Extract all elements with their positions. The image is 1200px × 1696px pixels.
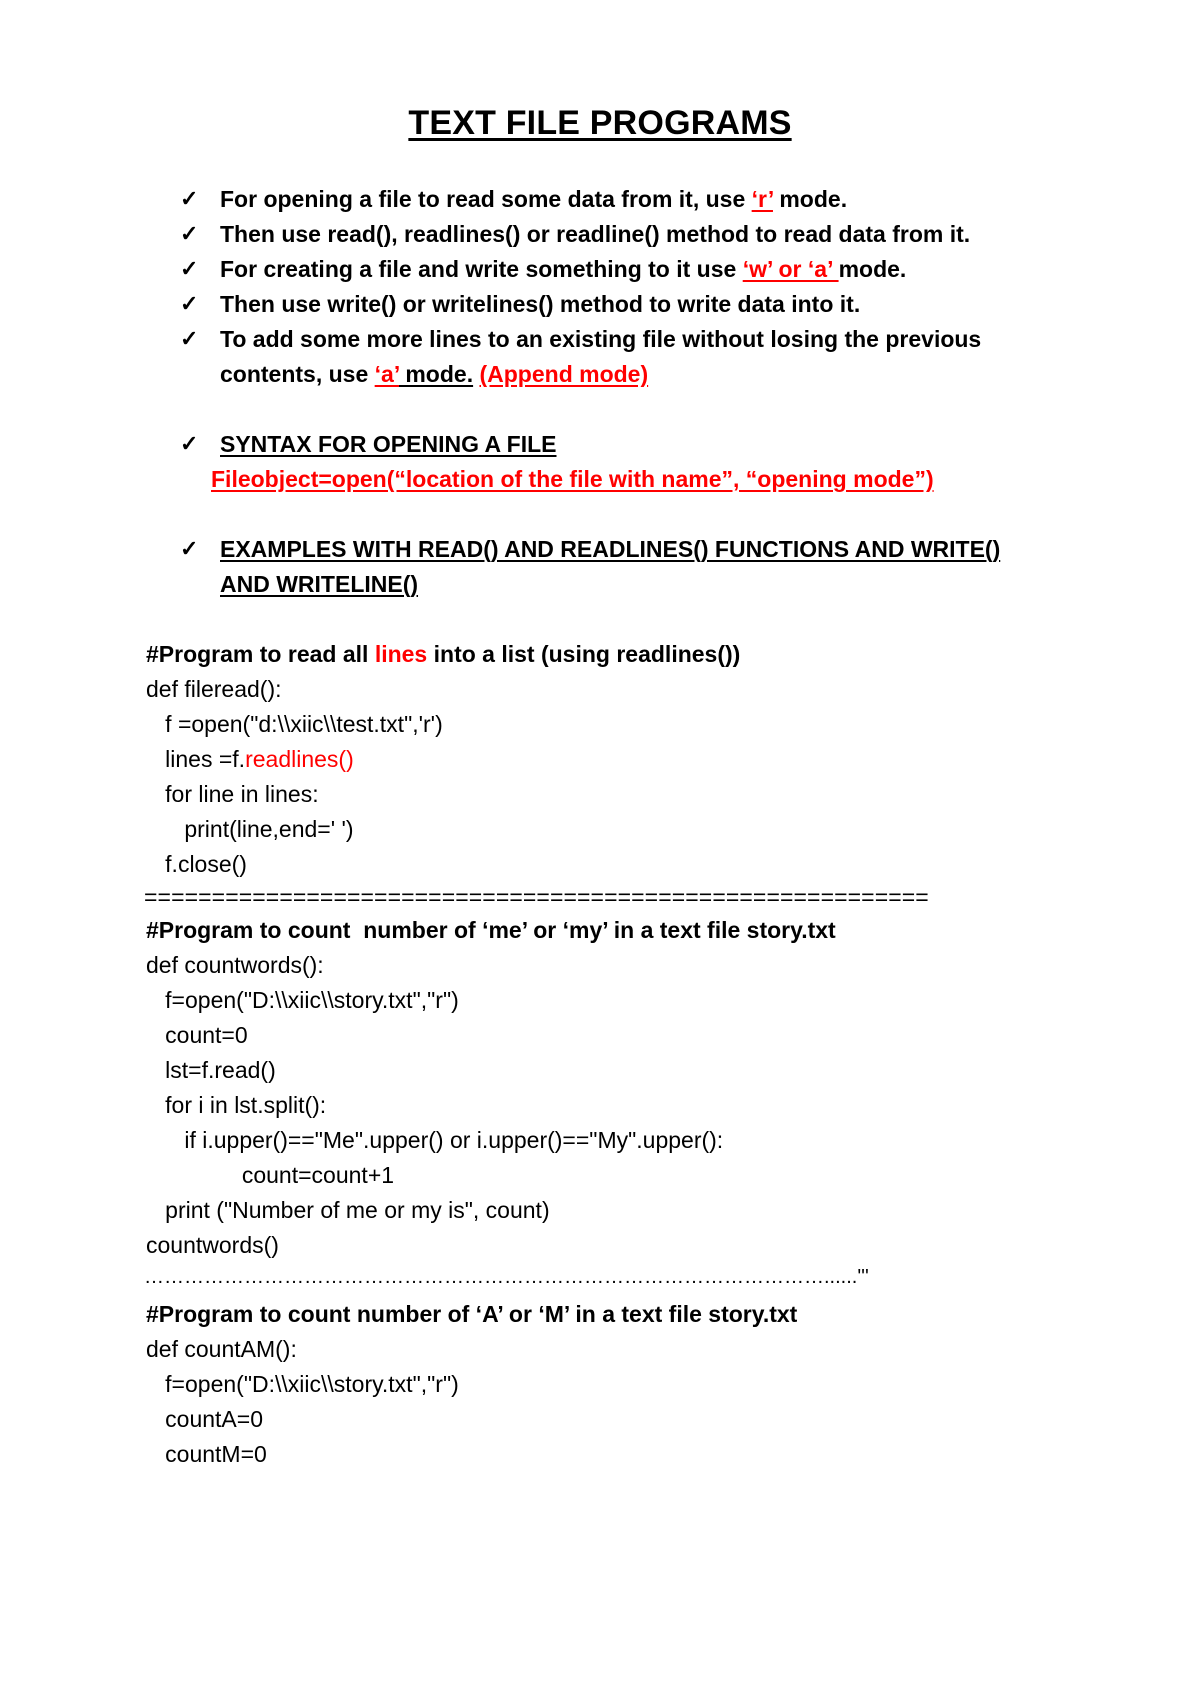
bullet-read-mode: For opening a file to read some data from it, use ‘r’ mode. [220,186,848,212]
code-line: countM=0 [146,1441,267,1467]
code-line: if i.upper()=="Me".upper() or i.upper()=="My".upper(): [146,1127,724,1153]
code-line: def fileread(): [146,676,282,702]
syntax-heading: SYNTAX FOR OPENING A FILE [220,431,557,457]
code-line: for i in lst.split(): [146,1092,327,1118]
separator-equals: ========================================================== [144,884,929,910]
code-line: f=open("D:\\xiic\\story.txt","r") [146,987,459,1013]
code-line: f=open("D:\\xiic\\story.txt","r") [146,1371,459,1397]
code-line: f.close() [146,851,247,877]
check-icon: ✓ [180,256,199,281]
code-line: countwords() [146,1232,279,1258]
syntax-line: Fileobject=open(“location of the file with name”, “opening mode”) [211,466,934,492]
page-title: TEXT FILE PROGRAMS [408,104,792,142]
bullet-append-line-1: To add some more lines to an existing file without losing the previous [220,326,982,352]
check-icon: ✓ [180,291,199,316]
code-line: f =open("d:\\xiic\\test.txt",'r') [146,711,443,737]
bullet-write-mode: For creating a file and write something to it use ‘w’ or ‘a’ mode. [220,256,907,282]
bullet-write-methods: Then use write() or writelines() method to write data into it. [220,291,861,317]
code-line: lines =f.readlines() [146,746,354,772]
separator-dots: …………………………………………………………………………………………......''' [144,1266,869,1288]
examples-heading-line-1: EXAMPLES WITH READ() AND READLINES() FUNCTIONS AND WRITE() [220,536,1001,562]
program3-comment: #Program to count number of ‘A’ or ‘M’ in a text file story.txt [146,1301,798,1327]
code-line: countA=0 [146,1406,263,1432]
check-icon: ✓ [180,221,199,246]
check-icon: ✓ [180,186,199,211]
code-line: print ("Number of me or my is", count) [146,1197,550,1223]
code-line: for line in lines: [146,781,319,807]
code-line: print(line,end=' ') [146,816,354,842]
code-line: count=0 [146,1022,248,1048]
bullet-append-line-2: contents, use ‘a’ mode. (Append mode) [220,361,649,387]
bullet-read-methods: Then use read(), readlines() or readline() method to read data from it. [220,221,971,247]
check-icon: ✓ [180,536,199,561]
examples-heading-line-2: AND WRITELINE() [220,571,419,597]
code-line: lst=f.read() [146,1057,276,1083]
code-line: def countwords(): [146,952,324,978]
code-line: def countAM(): [146,1336,297,1362]
code-line: count=count+1 [146,1162,395,1188]
program2-comment: #Program to count number of ‘me’ or ‘my’ in a text file story.txt [146,917,836,943]
program1-comment: #Program to read all lines into a list (using readlines()) [146,641,741,667]
check-icon: ✓ [180,326,199,351]
check-icon: ✓ [180,431,199,456]
